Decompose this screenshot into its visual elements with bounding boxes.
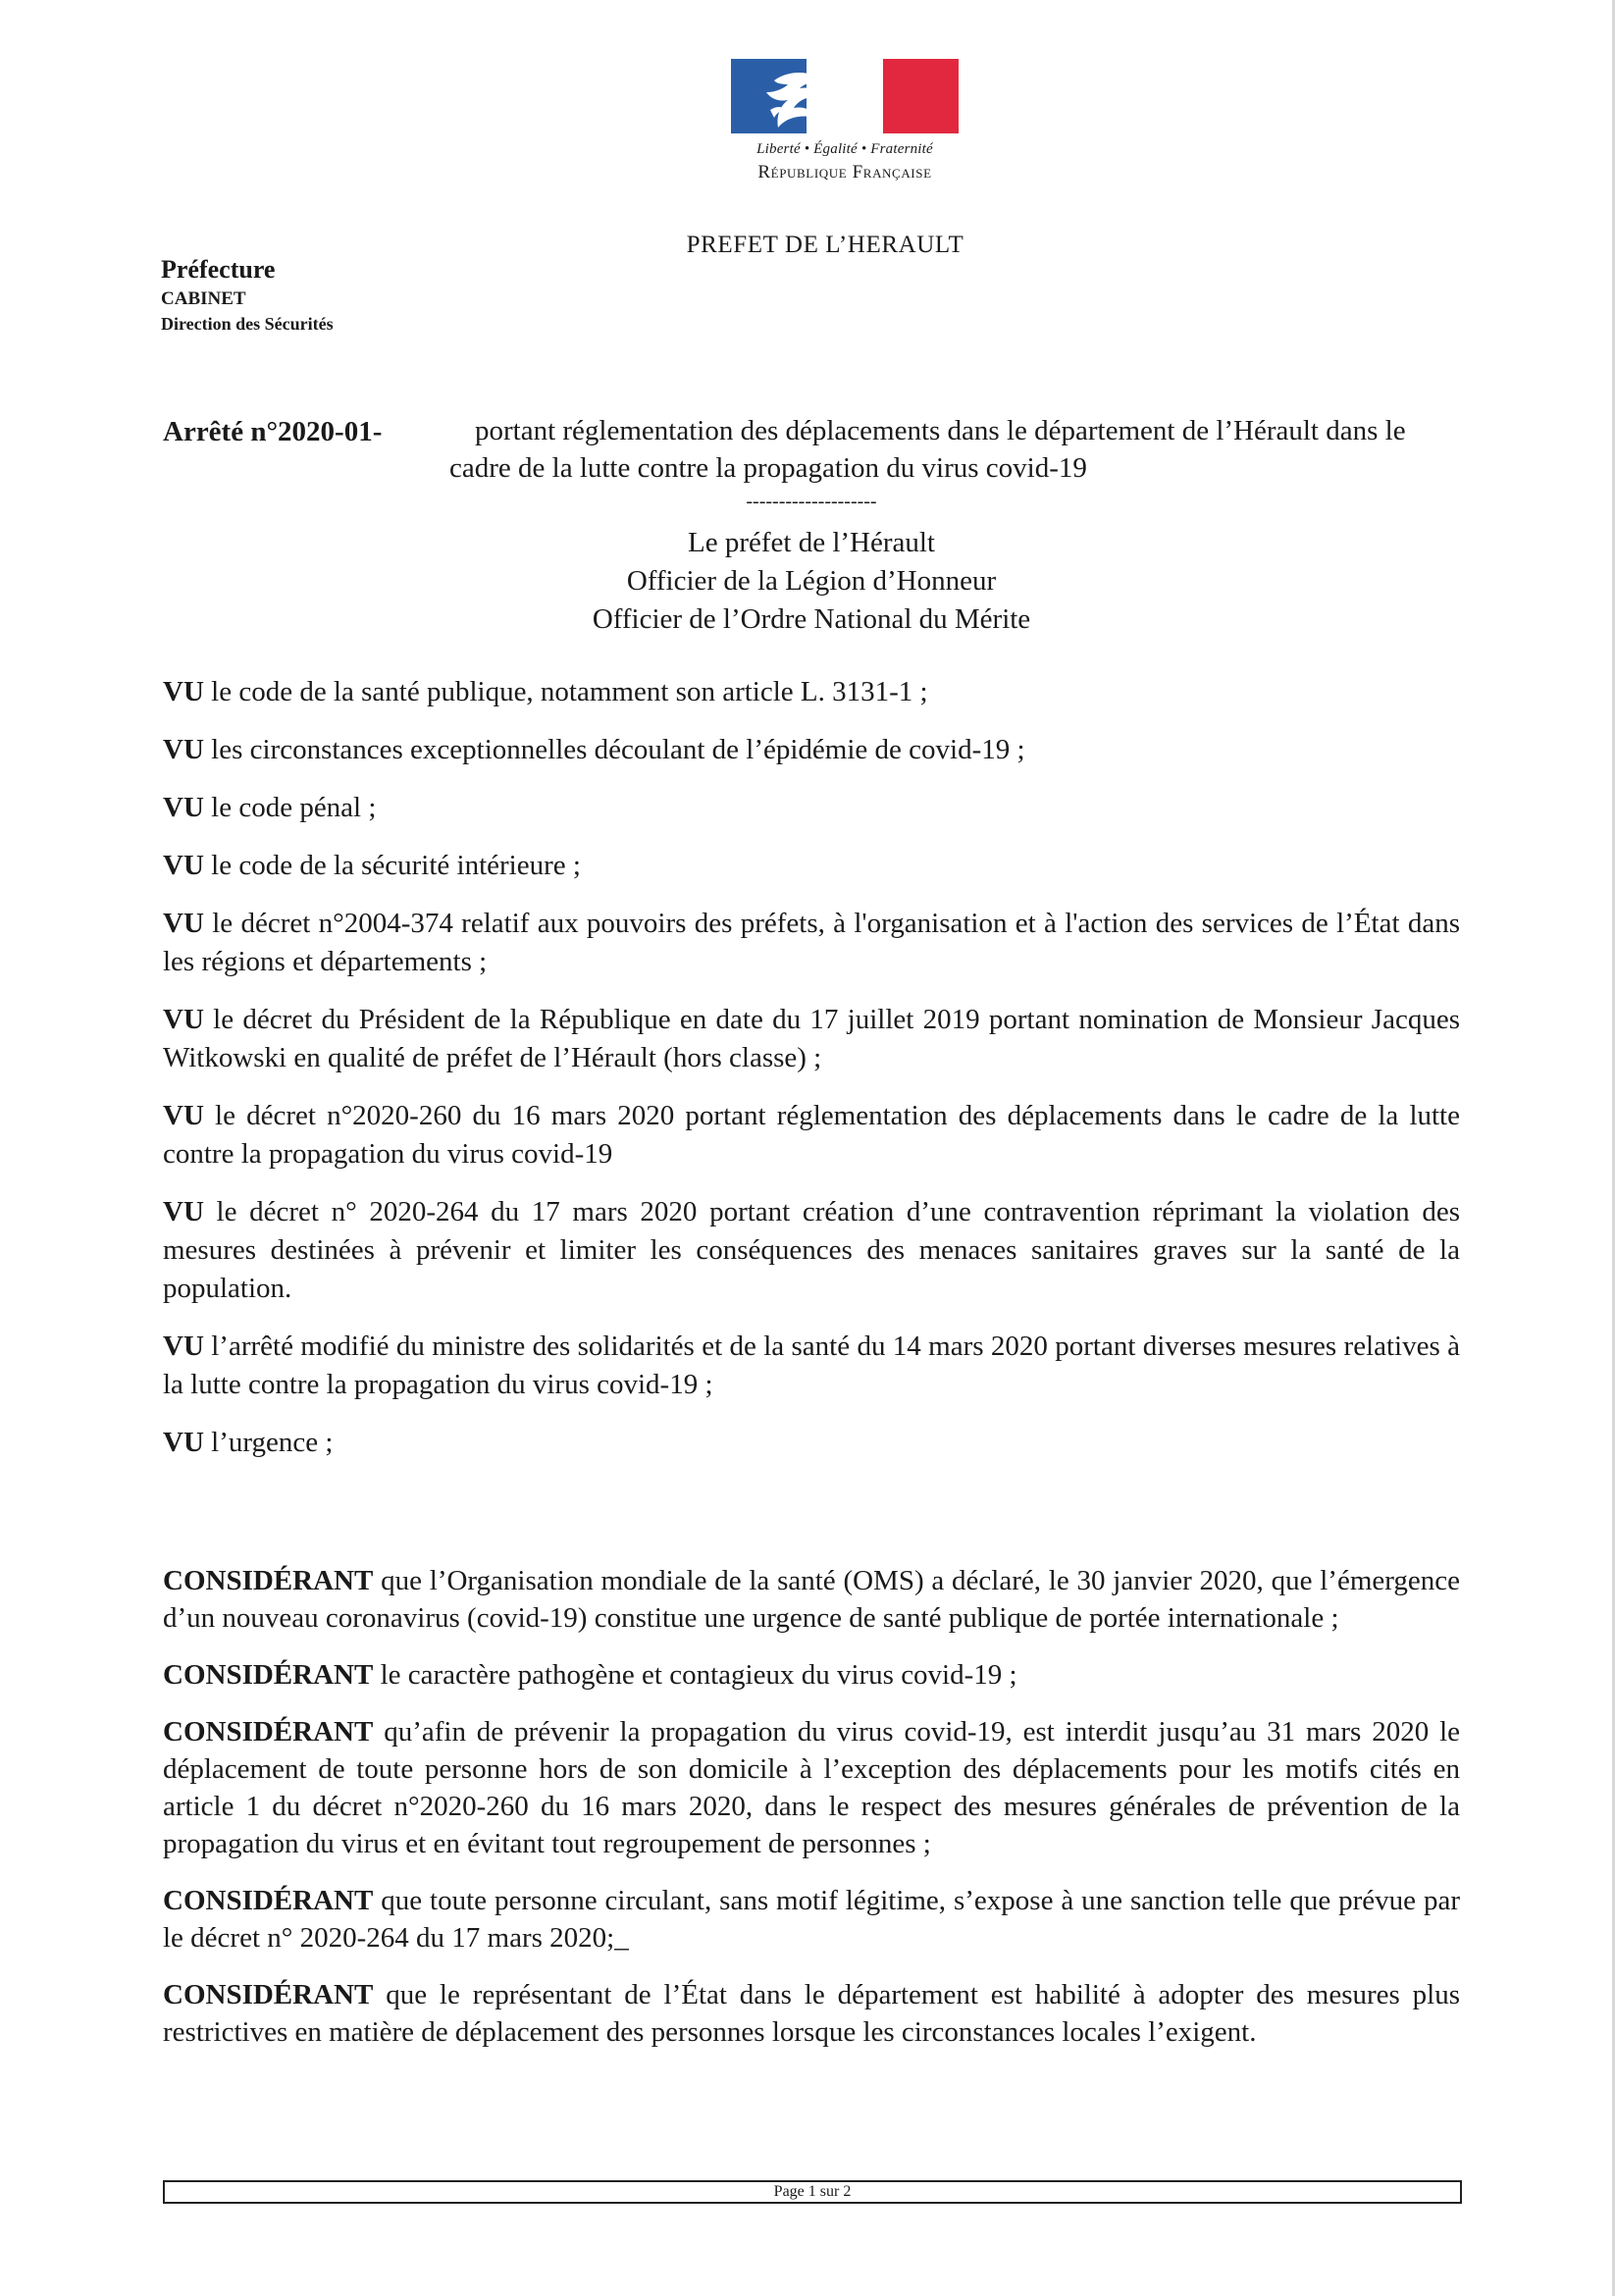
prefet-titles: [0, 524, 1615, 639]
service-cabinet: CABINET: [161, 288, 246, 309]
document-body: [163, 673, 1460, 2070]
prefet-title-line: Le préfet de l’Hérault: [688, 527, 935, 558]
page-number: Page 1 sur 2: [773, 2183, 852, 2200]
service-direction: Direction des Sécurités: [161, 314, 334, 334]
visa-paragraph: VU le décret n°2020-260 du 16 mars 2020 portant réglementation des déplacements dans le cadre de la lutte contre la propagation du virus covid-19: [163, 1100, 1460, 1170]
considerant-paragraph: CONSIDÉRANT qu’afin de prévenir la propagation du virus covid-19, est interdit jusqu’au 31 mars 2020 le déplacement de toute personne hors de son domicile à l’exception des déplacements pour les motifs cités en article 1 du décret n°2020-260 du 16 mars 2020, dans le respect des mesures générales de prévention de la propagation du virus et en évitant tout regroupement de personnes ;: [163, 1716, 1460, 1859]
issuing-service: [161, 255, 334, 335]
arrete-title: portant réglementation des déplacements dans le département de l’Hérault dans le cadre de la lutte contre la propagation du virus covid-19: [449, 415, 1406, 484]
visa-paragraph: VU le décret du Président de la République en date du 17 juillet 2019 portant nomination de Monsieur Jacques Witkowski en qualité de préfet de l’Hérault (hors classe) ;: [163, 1004, 1460, 1073]
arrete-number: Arrêté n°2020-01-: [163, 416, 383, 447]
page-footer: [163, 2180, 1462, 2204]
visa-paragraph: VU le décret n°2004-374 relatif aux pouvoirs des préfets, à l'organisation et à l'action des services de l’État dans les régions et départements ;: [163, 908, 1460, 977]
visa-paragraph: VU l’urgence ;: [163, 1427, 334, 1458]
tricolor-flag: [731, 59, 959, 133]
marianne-icon: [731, 59, 959, 133]
visa-paragraph: VU les circonstances exceptionnelles découlant de l’épidémie de covid-19 ;: [163, 734, 1025, 765]
prefet-title-line: Officier de l’Ordre National du Mérite: [592, 603, 1031, 635]
visa-paragraph: VU le décret n° 2020-264 du 17 mars 2020 portant création d’une contravention réprimant la violation des mesures destinées à prévenir et limiter les conséquences des menaces sanitaires graves sur la santé de la population.: [163, 1196, 1460, 1304]
visa-paragraph: VU l’arrêté modifié du ministre des solidarités et de la santé du 14 mars 2020 portant diverses mesures relatives à la lutte contre la propagation du virus covid-19 ;: [163, 1331, 1460, 1400]
prefet-heading: PREFET DE L’HERAULT: [686, 232, 964, 258]
marianne-logo: [728, 59, 962, 183]
section-gap: [163, 1482, 1460, 1562]
service-prefecture: Préfecture: [161, 255, 276, 284]
considerant-paragraph: CONSIDÉRANT que toute personne circulant, sans motif légitime, s’expose à une sanction telle que prévue par le décret n° 2020-264 du 17 mars 2020;_: [163, 1885, 1460, 1954]
visa-paragraph: VU le code de la sécurité intérieure ;: [163, 850, 581, 881]
visa-paragraph: VU le code de la santé publique, notamment son article L. 3131-1 ;: [163, 676, 928, 707]
republic-name: République Française: [757, 162, 932, 183]
prefet-title-line: Officier de la Légion d’Honneur: [626, 565, 997, 597]
considerant-paragraph: CONSIDÉRANT que l’Organisation mondiale de la santé (OMS) a déclaré, le 30 janvier 2020, que l’émergence d’un nouveau coronavirus (covid-19) constitue une urgence de santé publique de portée internationale ;: [163, 1565, 1460, 1634]
considerant-paragraph: CONSIDÉRANT que le représentant de l’État dans le département est habilité à adopter des mesures plus restrictives en matière de déplacement des personnes lorsque les circonstances locales l’exigent.: [163, 1979, 1460, 2048]
visa-paragraph: VU le code pénal ;: [163, 792, 377, 823]
considerant-paragraph: CONSIDÉRANT le caractère pathogène et contagieux du virus covid-19 ;: [163, 1659, 1017, 1691]
republic-motto: Liberté • Égalité • Fraternité: [756, 141, 933, 157]
title-separator: --------------------: [746, 491, 877, 512]
